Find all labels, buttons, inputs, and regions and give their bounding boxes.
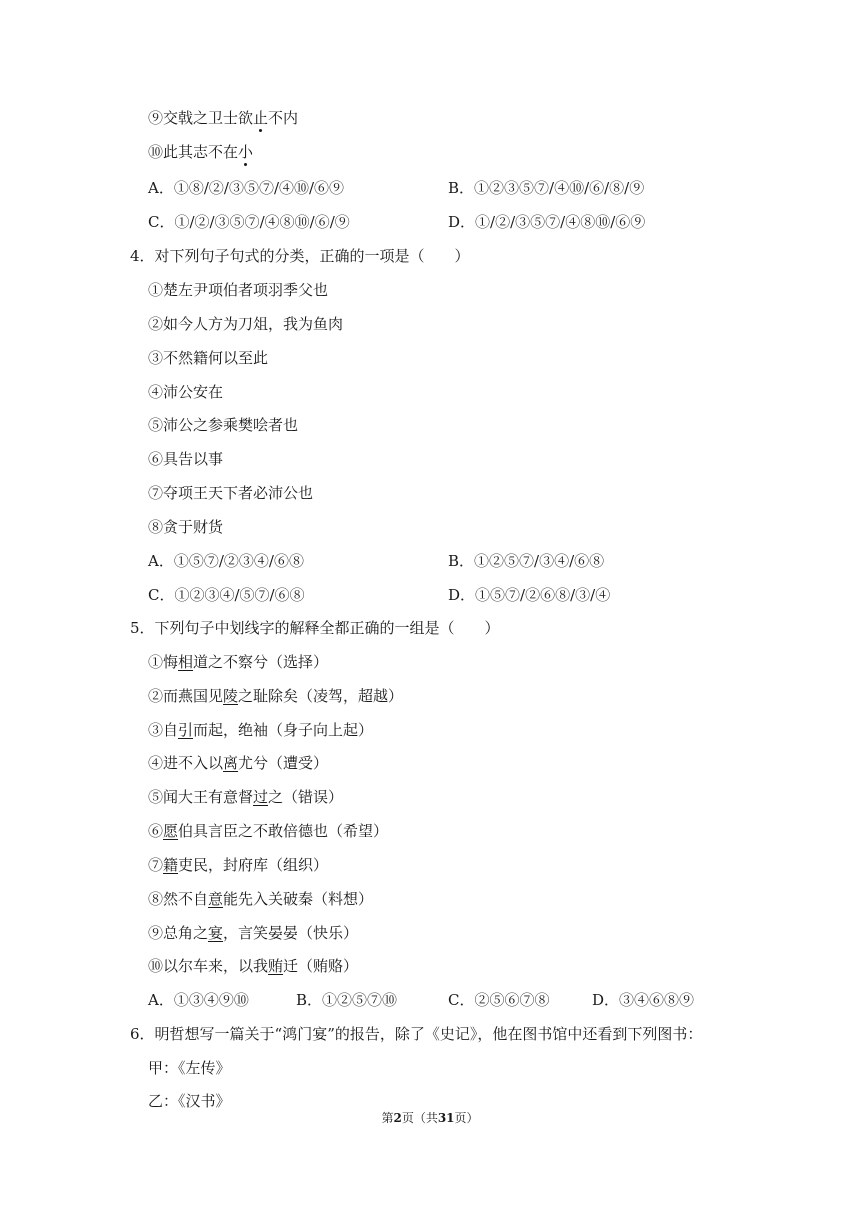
page-number: 2	[393, 1111, 402, 1125]
q4-stem: 4．对下列句子句式的分类，正确的一项是（ ）	[130, 247, 470, 265]
q6-item: 乙：《汉书》	[148, 1092, 231, 1110]
q6-item: 甲：《左传》	[148, 1059, 231, 1077]
q4-option-c: C．①②③④/⑤⑦/⑥⑧	[148, 586, 305, 604]
dotted-char: 小	[238, 143, 254, 161]
q4-item: ③不然籍何以至此	[148, 349, 269, 367]
q4-item: ①楚左尹项伯者项羽季父也	[148, 281, 329, 299]
q5-stem: 5．下列句子中划线字的解释全都正确的一组是（ ）	[130, 619, 500, 637]
q3-item-10: ⑩此其志不在小	[148, 143, 254, 161]
underlined-char: 宴	[208, 924, 224, 942]
q5-item: ⑤闻大王有意督过之（错误）	[148, 788, 344, 806]
q4-item: ⑦夺项王天下者必沛公也	[148, 484, 314, 502]
q5-item: ⑨总角之宴，言笑晏晏（快乐）	[148, 924, 359, 942]
q3-option-c: C．①/②/③⑤⑦/④⑧⑩/⑥/⑨	[148, 213, 350, 231]
underlined-char: 意	[208, 890, 224, 908]
underlined-char: 愿	[163, 822, 179, 840]
underlined-char: 引	[178, 721, 194, 739]
q5-item: ⑦籍吏民，封府库（组织）	[148, 856, 329, 874]
q5-option-c: C．②⑤⑥⑦⑧	[448, 991, 550, 1009]
q5-option-a: A．①③④⑨⑩	[148, 991, 249, 1009]
q5-item: ⑥愿伯具言臣之不敢倍德也（希望）	[148, 822, 389, 840]
underlined-char: 贿	[268, 957, 284, 975]
page-footer: 第2页（共31页）	[381, 1111, 479, 1125]
q4-option-a: A．①⑤⑦/②③④/⑥⑧	[148, 552, 304, 570]
underlined-char: 相	[178, 653, 194, 671]
q5-item: ①悔相道之不察兮（选择）	[148, 653, 329, 671]
q4-item: ④沛公安在	[148, 383, 224, 401]
q4-option-b: B．①②⑤⑦/③④/⑥⑧	[448, 552, 605, 570]
page-total: 31	[437, 1111, 455, 1125]
q6-stem: 6．明哲想写一篇关于“鸿门宴”的报告，除了《史记》，他在图书馆中还看到下列图书：	[130, 1025, 703, 1043]
q3-item-9: ⑨交戟之卫士欲止不内	[148, 109, 299, 127]
q4-item: ②如今人方为刀俎，我为鱼肉	[148, 315, 344, 333]
q3-option-a: A．①⑧/②/③⑤⑦/④⑩/⑥⑨	[148, 179, 345, 197]
q4-item: ⑤沛公之参乘樊哙者也	[148, 416, 299, 434]
q4-item: ⑧贪于财货	[148, 518, 224, 536]
q3-option-d: D．①/②/③⑤⑦/④⑧⑩/⑥⑨	[448, 213, 646, 231]
q5-item: ⑩以尔车来，以我贿迁（贿赂）	[148, 957, 359, 975]
q3-option-b: B．①②③⑤⑦/④⑩/⑥/⑧/⑨	[448, 179, 645, 197]
underlined-char: 陵	[223, 687, 239, 705]
q5-item: ②而燕国见陵之耻除矣（凌驾，超越）	[148, 687, 404, 705]
dotted-char: 止	[253, 109, 269, 127]
q5-option-b: B．①②⑤⑦⑩	[296, 991, 398, 1009]
q5-option-d: D．③④⑥⑧⑨	[592, 991, 695, 1009]
underlined-char: 过	[253, 788, 269, 806]
underlined-char: 离	[223, 754, 239, 772]
underlined-char: 籍	[163, 856, 179, 874]
q5-item: ③自引而起，绝袖（身子向上起）	[148, 721, 374, 739]
q5-item: ④进不入以离尤兮（遭受）	[148, 754, 329, 772]
q5-item: ⑧然不自意能先入关破秦（料想）	[148, 890, 374, 908]
q4-option-d: D．①⑤⑦/②⑥⑧/③/④	[448, 586, 611, 604]
q4-item: ⑥具告以事	[148, 450, 224, 468]
